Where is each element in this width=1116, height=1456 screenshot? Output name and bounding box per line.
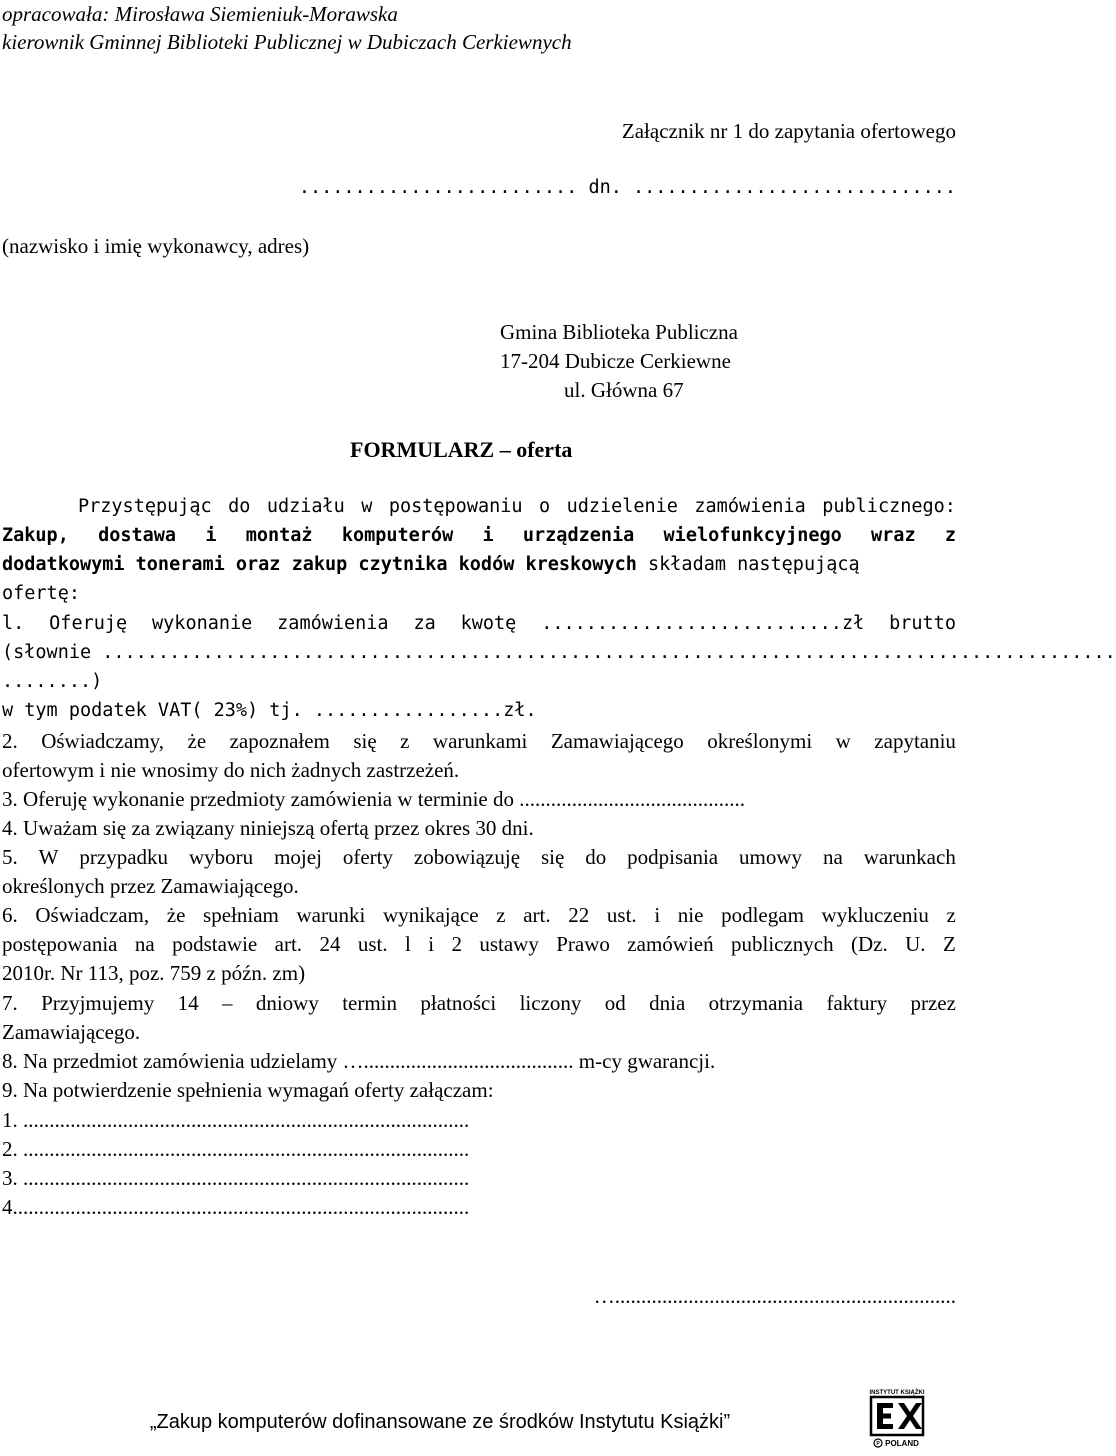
item-8: 8. Na przedmiot zamówienia udzielamy …........................................ m-cy gwarancji. (2, 1049, 716, 1073)
item-7-line-1 (2, 989, 956, 1018)
word: postępowania (2, 932, 118, 956)
logo-top-text: INSTYTUT KSIĄŻKI (869, 1390, 925, 1396)
word: komputerów (341, 525, 454, 546)
word: że (166, 903, 186, 927)
word: dniowy (255, 991, 319, 1015)
word: warunki (296, 903, 366, 927)
word: zamówień (627, 932, 714, 956)
word: montaż (245, 525, 313, 546)
word: 24 (319, 932, 341, 956)
word: faktury (826, 991, 888, 1015)
item-2-line-2: ofertowym i nie wnosimy do nich żadnych zastrzeżeń. (2, 758, 460, 782)
word: Zamawiającego (550, 729, 684, 753)
attachment-line-3: 3. ..................................................................................... (2, 1166, 470, 1190)
word: l. (2, 613, 25, 634)
word: i (482, 525, 494, 546)
word: umowy (739, 845, 803, 869)
word: z (946, 903, 956, 927)
word: Oświadczam, (35, 903, 150, 927)
item-3: 3. Oferuję wykonanie przedmioty zamówienia w terminie do ........................................... (2, 787, 745, 811)
svg-text:P: P (876, 1441, 880, 1447)
word: Oświadczamy, (41, 729, 165, 753)
intro-line-1 (78, 492, 956, 521)
item-5-line-1 (2, 843, 956, 872)
word: w (835, 729, 851, 753)
footer-note: „Zakup komputerów dofinansowane ze środków Instytutu Książki” (149, 1411, 731, 1433)
word: Prawo (556, 932, 610, 956)
item-6-line-1 (2, 901, 956, 930)
word: oferty (342, 845, 393, 869)
intro-line-2 (2, 521, 956, 550)
recipient-line-3: ul. Główna 67 (564, 378, 684, 402)
item-1-line-4: w tym podatek VAT( 23%) tj. .................zł. (2, 700, 537, 721)
item-1-line-3: ........) (2, 671, 103, 692)
word: podlegam (721, 903, 804, 927)
word: zobowiązuję (413, 845, 521, 869)
word: że (187, 729, 207, 753)
attachment-line-1: 1. ..................................................................................... (2, 1108, 470, 1132)
word: na (822, 845, 843, 869)
word: o (538, 496, 551, 517)
word: płatności (420, 991, 497, 1015)
word: 14 (177, 991, 199, 1015)
word: ustawy (479, 932, 539, 956)
word: brutto (889, 613, 956, 634)
word: dostawa (98, 525, 177, 546)
word: zapoznałem (229, 729, 330, 753)
word: 2. (2, 729, 18, 753)
word: do (228, 496, 251, 517)
word: do (585, 845, 607, 869)
word: zamówienia (694, 496, 806, 517)
item-5-line-2: określonych przez Zamawiającego. (2, 874, 299, 898)
word: wraz (871, 525, 916, 546)
role-line: kierownik Gminnej Biblioteki Publicznej w Dubiczach Cerkiewnych (2, 30, 572, 54)
intro-line-3-bold: dodatkowymi tonerami oraz zakup czytnika kodów kreskowych (2, 554, 637, 575)
word: i (428, 932, 435, 956)
place-date-line: ......................... dn. ............................. (298, 177, 956, 198)
item-6-line-3: 2010r. Nr 113, poz. 759 z późn. zm) (2, 961, 306, 985)
word: ust. (357, 932, 388, 956)
word: się (353, 729, 377, 753)
word: ...........................zł (541, 613, 865, 634)
word: ust. (606, 903, 637, 927)
word: Przyjmujemy (41, 991, 155, 1015)
word: art. (523, 903, 551, 927)
word: 22 (568, 903, 590, 927)
word: spełniam (203, 903, 279, 927)
word: kwotę (460, 613, 517, 634)
word: z (400, 729, 410, 753)
word: w (361, 496, 373, 517)
word: i (654, 903, 661, 927)
word: warunkach (863, 845, 956, 869)
word: nie (677, 903, 704, 927)
item-1-line-1 (2, 609, 956, 638)
word: 5. (2, 845, 18, 869)
signature-line: …................................................................. (593, 1284, 956, 1308)
word: przypadku (79, 845, 169, 869)
word: 2 (451, 932, 462, 956)
intro-line-3-rest: składam następującą (636, 554, 860, 575)
word: termin (342, 991, 398, 1015)
word: z (944, 525, 956, 546)
word: liczony (519, 991, 582, 1015)
item-9: 9. Na potwierdzenie spełnienia wymagań oferty załączam: (2, 1078, 494, 1102)
word: (Dz. (851, 932, 888, 956)
word: Z (942, 932, 956, 956)
word: 7. (2, 991, 18, 1015)
item-7-line-2: Zamawiającego. (2, 1020, 141, 1044)
intro-line-3 (2, 550, 860, 579)
word: Zakup, (2, 525, 69, 546)
word: za (413, 613, 436, 634)
attachment-line-4: 4....................................................................................... (2, 1195, 470, 1219)
attachment-line-2: 2. ..................................................................................... (2, 1137, 470, 1161)
word: U. (905, 932, 926, 956)
word: warunkami (432, 729, 528, 753)
form-title: FORMULARZ – oferta (350, 437, 573, 462)
word: l (404, 932, 411, 956)
word: wielofunkcyjnego (663, 525, 842, 546)
attachment-label: Załącznik nr 1 do zapytania ofertowego (621, 119, 956, 143)
word: Oferuję (49, 613, 128, 634)
word: – (221, 991, 233, 1015)
word: określonymi (707, 729, 813, 753)
word: mojej (274, 845, 322, 869)
word: Przystępując (78, 496, 212, 517)
word: dnia (649, 991, 686, 1015)
author-line: opracowała: Mirosława Siemieniuk-Morawska (2, 2, 398, 26)
word: udzielenie (566, 496, 678, 517)
word: publicznych (730, 932, 834, 956)
recipient-line-1: Gmina Biblioteka Publiczna (500, 320, 738, 344)
word: wyboru (188, 845, 254, 869)
word: 6. (2, 903, 18, 927)
word: publicznego: (822, 496, 956, 517)
recipient-line-2: 17-204 Dubicze Cerkiewne (500, 349, 731, 373)
word: przez (910, 991, 956, 1015)
logo-bottom-text: POLAND (885, 1439, 919, 1448)
word: udziału (266, 496, 345, 517)
word: zamówienia (277, 613, 389, 634)
word: wykonanie (152, 613, 253, 634)
word: zapytaniu (874, 729, 956, 753)
word: podpisania (627, 845, 719, 869)
word: z (496, 903, 506, 927)
word: art. (274, 932, 303, 956)
contractor-label: (nazwisko i imię wykonawcy, adres) (2, 234, 310, 258)
intro-line-4: ofertę: (2, 583, 80, 604)
word: W (38, 845, 59, 869)
word: otrzymania (708, 991, 804, 1015)
word: urządzenia (522, 525, 635, 546)
word: i (205, 525, 217, 546)
word: postępowaniu (388, 496, 523, 517)
item-2-line-1 (2, 727, 956, 756)
word: wynikające (382, 903, 479, 927)
word: się (540, 845, 565, 869)
word: podstawie (172, 932, 258, 956)
item-1-line-2: (słownie ........................................................................................... (2, 642, 1116, 663)
item-4: 4. Uważam się za związany niniejszą ofertą przez okres 30 dni. (2, 816, 534, 840)
word: na (134, 932, 155, 956)
item-6-line-2 (2, 930, 956, 959)
word: wykluczeniu (821, 903, 929, 927)
word: od (604, 991, 626, 1015)
